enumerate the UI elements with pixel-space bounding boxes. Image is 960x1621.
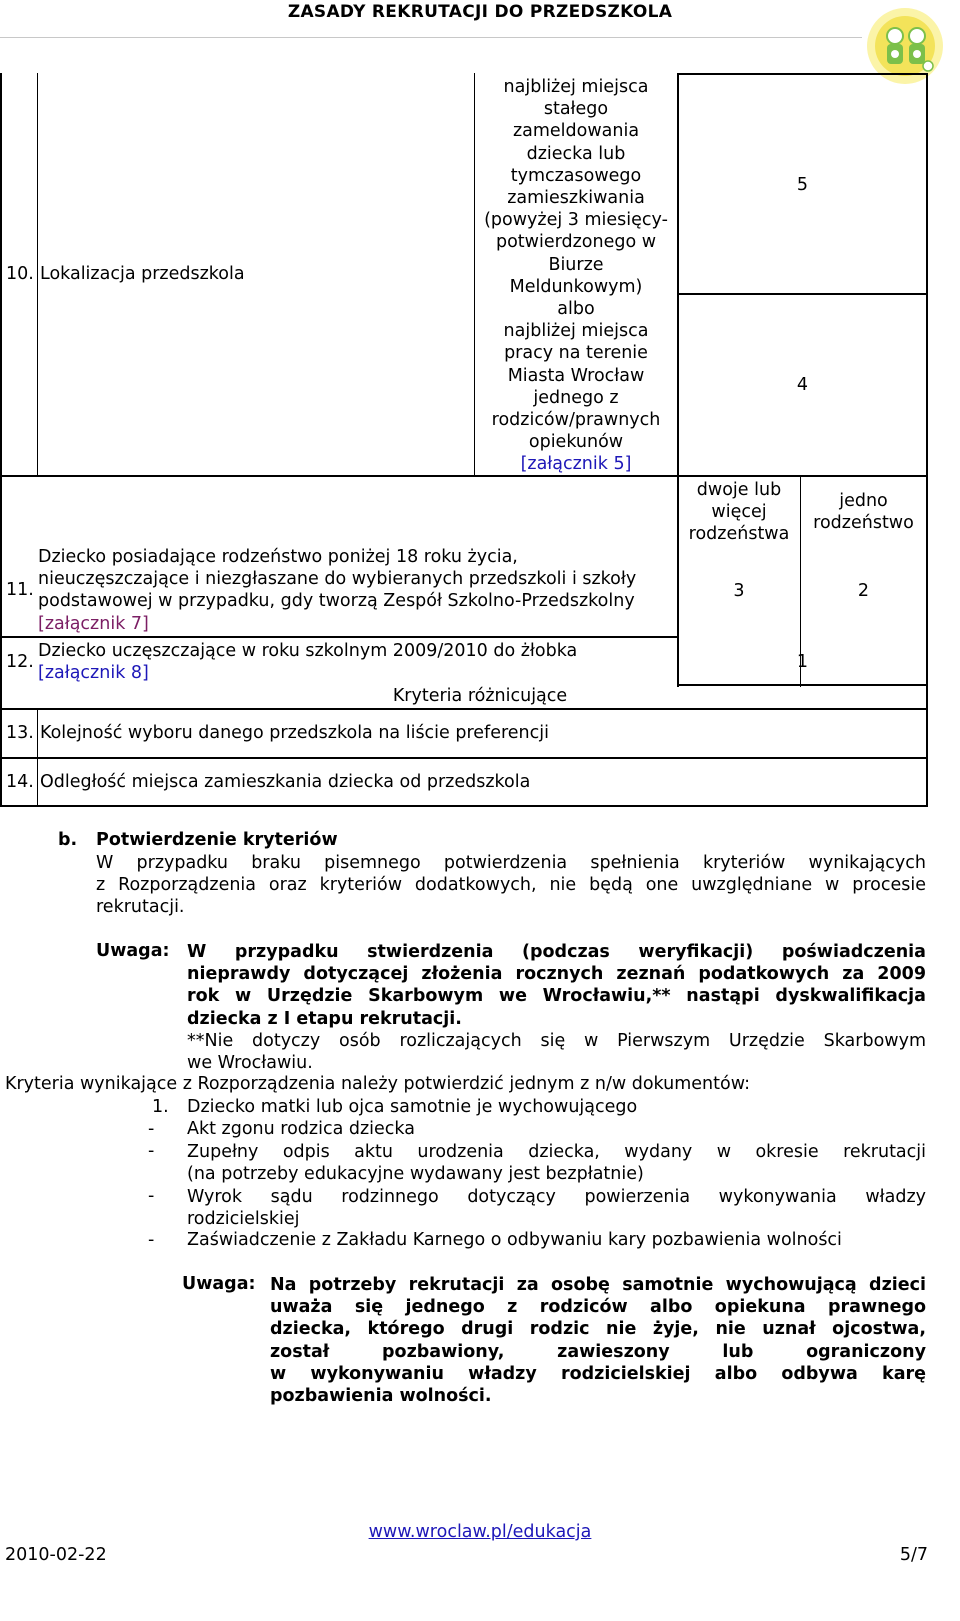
documents-item1-number: 1. — [152, 1097, 169, 1117]
row10-bottom-border — [0, 475, 928, 477]
section-b-body: W przypadku braku pisemnego potwierdzenia spełnienia kryteriów wynikających z Rozporządzenia oraz kryteriów dodatkowych, nie będą one uwzględniane w procesie rekrutacji. — [96, 853, 926, 918]
warning2-body: Na potrzeby rekrutacji za osobę samotnie wychowującą dzieci uważa się jednego z rodziców albo opiekuna prawnego dziecka, którego drugi rodzic nie żyje, nie uznał ojcostwa, został pozbawiony, zawieszony lub ograniczony w wykonywaniu władzy rodzicielskiej albo odbywa karę pozbawienia wolności. — [270, 1275, 926, 1407]
list-dash: - — [148, 1141, 155, 1161]
siblings-col2-header: jedno rodzeństwo — [813, 491, 914, 534]
condition-line: najbliżej miejsca — [503, 321, 649, 342]
documents-sub3: Wyrok sądu rodzinnego dotyczący powierzenia wykonywania władzy rodzicielskiej — [187, 1187, 926, 1230]
warning1-body: W przypadku stwierdzenia (podczas weryfikacji) poświadczenia nieprawdy dotyczącej złożenia rocznych zeznań podatkowych za 2009 rok w Urzędzie Skarbowym we Wrocławiu,** nastąpi dyskwalifikacja dziecka z I etapu rekrutacji. **Nie dotyczy osób rozliczających się w Pierwszym Urzędzie Skarbowym we Wrocławiu. — [187, 942, 926, 1074]
condition-line: (powyżej 3 miesięcy- — [484, 210, 668, 231]
condition-line: dziecka lub — [526, 143, 626, 164]
condition-line: potwierdzonego w — [495, 232, 657, 253]
condition-line: Biurze — [548, 254, 604, 275]
row11-points-col1: 3 — [733, 581, 745, 601]
condition-line: najbliżej miejsca — [503, 77, 649, 97]
warning1-label: Uwaga: — [96, 941, 170, 961]
list-dash: - — [148, 1230, 155, 1250]
row10-number: 10. — [6, 264, 34, 284]
documents-item1-text: Dziecko matki lub ojca samotnie je wychowującego — [187, 1097, 638, 1117]
table-right-border — [926, 73, 928, 807]
documents-sub2: Zupełny odpis aktu urodzenia dziecka, wydany w okresie rekrutacji (na potrzeby edukacyjne wydawany jest bezpłatnie) — [187, 1142, 926, 1185]
points-column-left — [677, 73, 679, 477]
row10-criterion: Lokalizacja przedszkola — [40, 264, 245, 284]
row10-condition — [476, 76, 676, 476]
header-divider — [0, 37, 862, 38]
row11-bottom-border — [0, 636, 678, 638]
condition-line: jednego z — [533, 387, 619, 408]
siblings-col1-header: dwoje lub więcej rodzeństwa — [688, 480, 790, 545]
table-top-border-right — [678, 73, 928, 75]
footer-page-number: 5/7 — [899, 1545, 928, 1565]
row12-points: 1 — [796, 652, 809, 672]
condition-line: rodziców/prawnych — [491, 410, 661, 431]
condition-line: stałego — [543, 99, 609, 120]
condition-line: zamieszkiwania — [507, 188, 645, 209]
row11-text: Dziecko posiadające rodzeństwo poniżej 18 roku życia, nieuczęszczające i niezgłaszane do wybieranych przedszkoli i szkoły podstawowej w przypadku, gdy tworzą Zespół Szkolno-Przedszkolny [załącznik 7] — [38, 547, 637, 634]
condition-line: Meldunkowym) — [509, 276, 643, 297]
table-left-border — [0, 73, 2, 807]
row12-number: 12. — [6, 652, 34, 672]
table-bottom-border — [0, 805, 928, 807]
list-dash: - — [148, 1119, 155, 1139]
footer-date: 2010-02-22 — [5, 1545, 107, 1565]
documents-sub4: Zaświadczenie z Zakładu Karnego o odbywaniu kary pozbawienia wolności — [187, 1230, 842, 1250]
attachment-5-link[interactable]: [załącznik 5] — [520, 454, 632, 475]
points-divider — [678, 293, 928, 295]
row11-points-col2: 2 — [857, 581, 870, 601]
differentiating-criteria-header: Kryteria różnicujące — [392, 686, 568, 706]
row14-text: Odległość miejsca zamieszkania dziecka od przedszkola — [40, 772, 531, 792]
condition-line: albo — [557, 299, 595, 320]
header13-bottom-border — [0, 708, 928, 710]
footer-url-link[interactable]: www.wroclaw.pl/edukacja — [368, 1522, 592, 1542]
row10-points-b: 4 — [796, 375, 809, 395]
condition-line: opiekunów — [528, 432, 624, 453]
row11-number: 11. — [6, 580, 34, 600]
warning2-label: Uwaga: — [182, 1274, 256, 1294]
section-b-label: b. — [58, 830, 78, 850]
row14-number: 14. — [6, 772, 34, 792]
attachment-7-link[interactable]: [załącznik 7] — [38, 613, 149, 634]
attachment-8-link[interactable]: [załącznik 8] — [38, 663, 149, 684]
row12-text: Dziecko uczęszczające w roku szkolnym 2009/2010 do żłobka [załącznik 8] — [38, 641, 578, 684]
number-column-divider — [37, 73, 38, 477]
section-b-title: Potwierdzenie kryteriów — [96, 830, 338, 850]
page-header-title: ZASADY REKRUTACJI DO PRZEDSZKOLA — [287, 2, 673, 22]
number-column-divider-lower — [37, 708, 38, 807]
documents-sub1: Akt zgonu rodzica dziecka — [187, 1119, 415, 1139]
condition-line: Miasta Wrocław — [507, 365, 645, 386]
row10-points-a: 5 — [796, 175, 809, 195]
condition-line: tymczasowego — [510, 165, 642, 186]
row12-bottom-border — [678, 684, 928, 686]
criterion-column-divider — [474, 73, 475, 477]
row13-text: Kolejność wyboru danego przedszkola na liście preferencji — [40, 723, 549, 743]
condition-line: zameldowania — [512, 121, 640, 142]
condition-line: pracy na terenie — [504, 343, 648, 364]
row13-bottom-border — [0, 757, 928, 759]
documents-intro: Kryteria wynikające z Rozporządzenia należy potwierdzić jednym z n/w dokumentów: — [5, 1074, 750, 1094]
list-dash: - — [148, 1186, 155, 1206]
row13-number: 13. — [6, 723, 34, 743]
